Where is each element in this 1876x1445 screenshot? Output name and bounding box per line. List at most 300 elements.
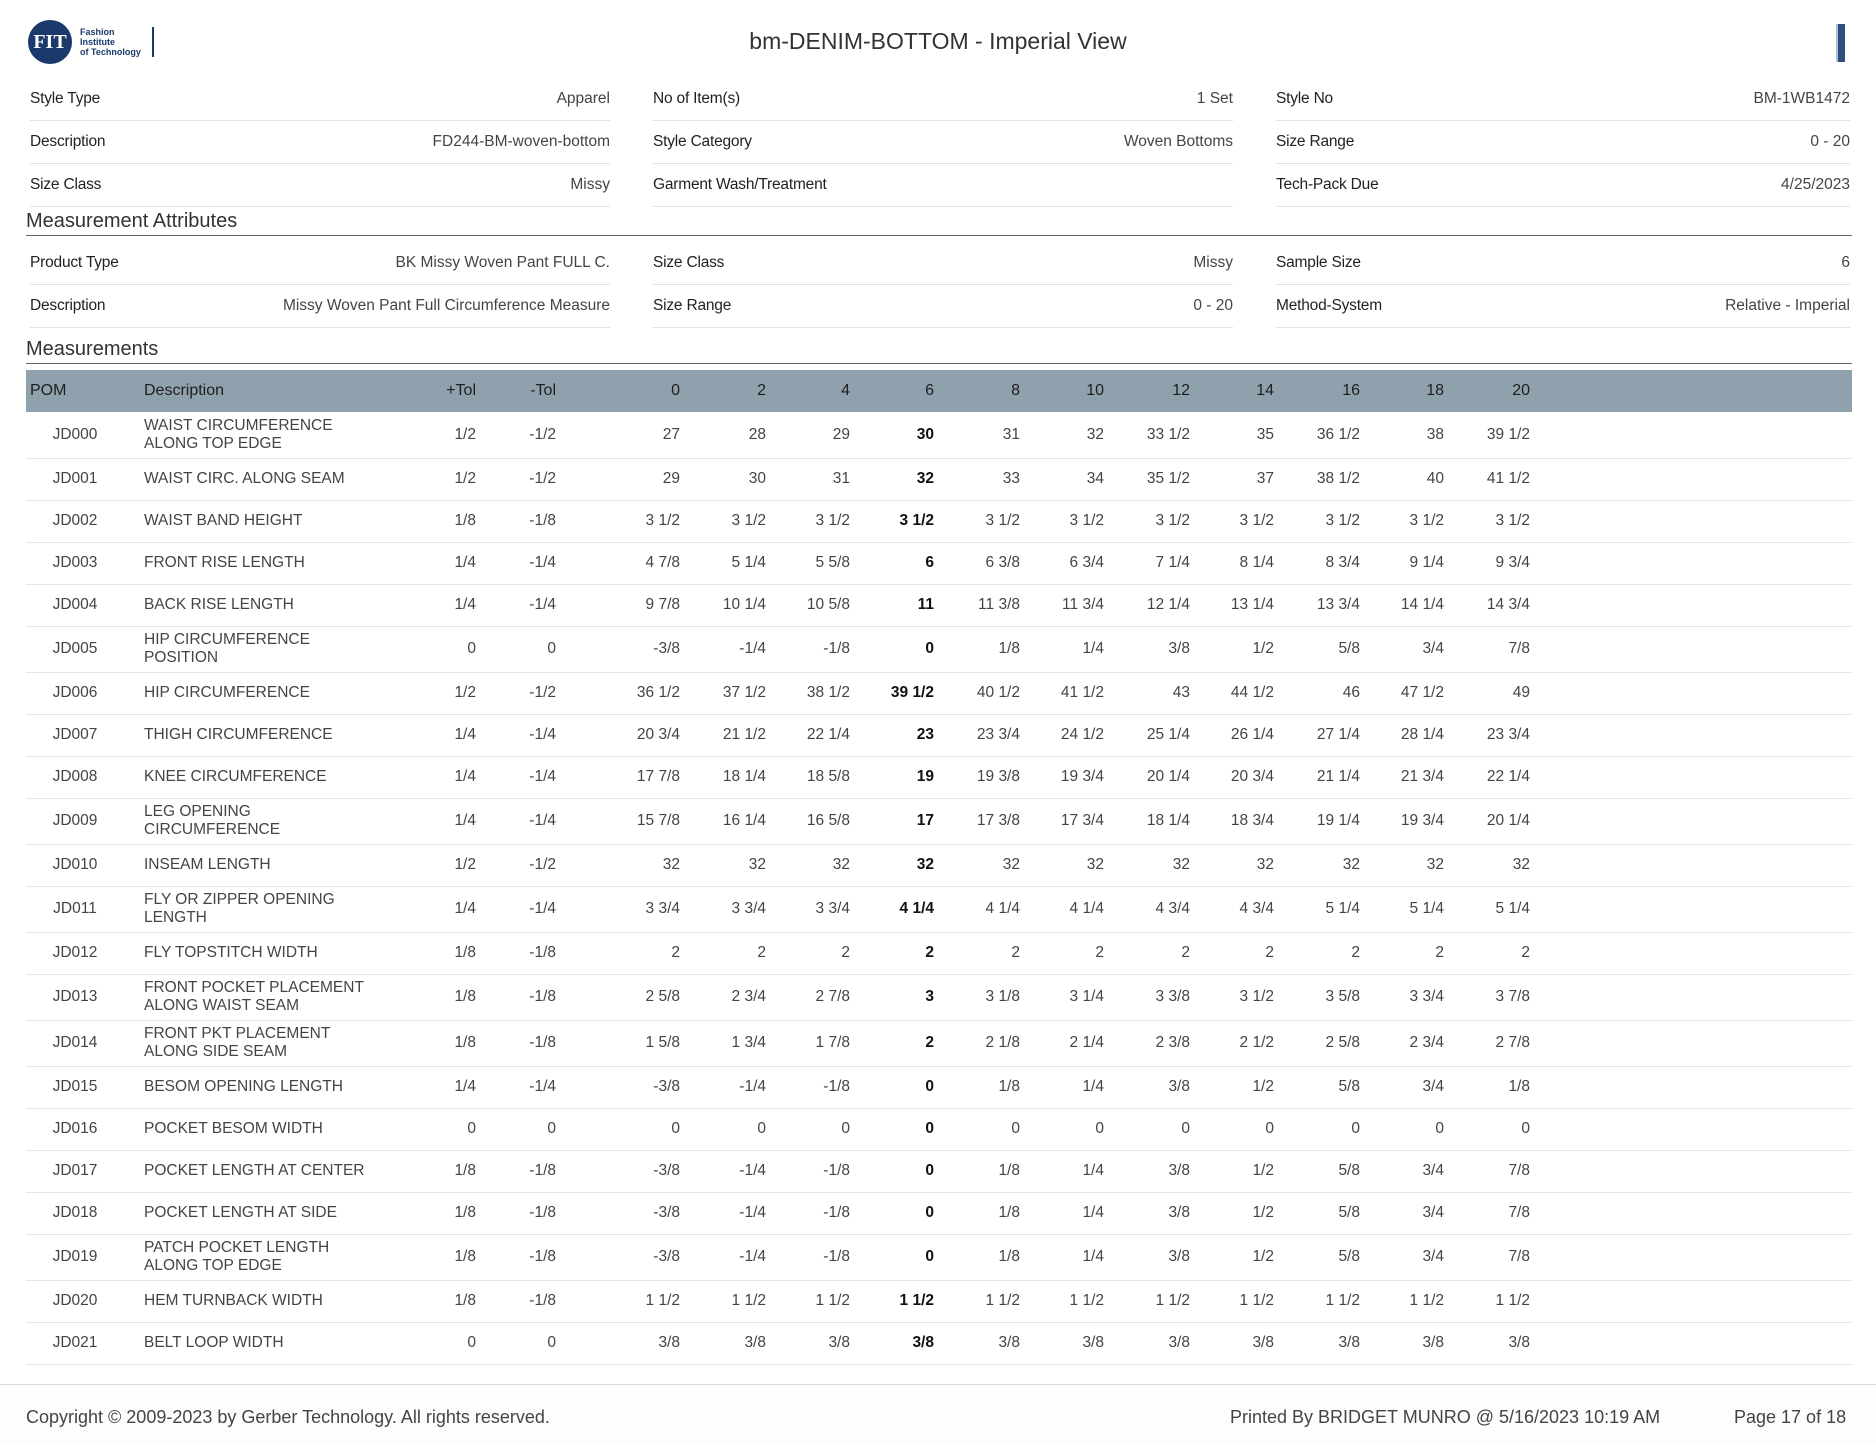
field-label: Size Range [653, 297, 732, 314]
size-value: 2 [1435, 944, 1444, 961]
column-header[interactable]: POM [30, 382, 67, 399]
description-lines [144, 470, 345, 488]
table-row [26, 1020, 1852, 1067]
size-value: 0 [1181, 1120, 1190, 1137]
size-value: 3 3/4 [1409, 988, 1444, 1005]
size-value: 3 7/8 [1495, 988, 1530, 1005]
pom-code: JD010 [52, 856, 98, 873]
table-row [26, 714, 1852, 757]
pom-code: JD017 [52, 1162, 98, 1179]
field-label: No of Item(s) [653, 90, 740, 107]
sample-size-value: 3 [925, 988, 934, 1005]
size-value: 8 3/4 [1325, 554, 1360, 571]
size-value: 5 1/4 [1495, 900, 1530, 917]
column-header[interactable]: 0 [671, 382, 680, 399]
size-value: 17 7/8 [636, 768, 680, 785]
size-value: 2 [671, 944, 680, 961]
minus-tolerance: -1/4 [529, 726, 556, 743]
pom-description [144, 1192, 404, 1234]
table-row [26, 1066, 1852, 1109]
pom-description [144, 886, 404, 932]
pom-code: JD012 [52, 944, 98, 961]
printed-by: Printed By BRIDGET MUNRO @ 5/16/2023 10:19 AM [1230, 1407, 1661, 1427]
size-value: 14 1/4 [1400, 596, 1444, 613]
minus-tolerance: 0 [547, 640, 556, 657]
size-value: 32 [1426, 856, 1444, 873]
column-header[interactable]: 10 [1086, 382, 1104, 399]
table-row [26, 886, 1852, 933]
size-value: 0 [1521, 1120, 1530, 1137]
size-value: 7/8 [1508, 1204, 1530, 1221]
info-cell [1276, 285, 1850, 328]
pom-code: JD015 [52, 1078, 98, 1095]
column-header[interactable]: 4 [841, 382, 850, 399]
description-line: HEM TURNBACK WIDTH [144, 1292, 323, 1309]
description-line: BACK RISE LENGTH [144, 596, 294, 613]
sample-size-value: 0 [925, 640, 934, 657]
size-value: 20 3/4 [1230, 768, 1274, 785]
pom-description [144, 1234, 404, 1280]
size-value: 7/8 [1508, 640, 1530, 657]
description-line: FRONT POCKET PLACEMENT [144, 979, 364, 996]
size-value: 2 1/2 [1239, 1034, 1274, 1051]
size-value: 0 [1435, 1120, 1444, 1137]
size-value: 1 3/4 [731, 1034, 766, 1051]
plus-tolerance: 1/8 [454, 1204, 476, 1221]
size-value: 5/8 [1338, 1204, 1360, 1221]
size-value: 15 7/8 [636, 812, 680, 829]
info-cell [653, 78, 1233, 121]
size-value: 5/8 [1338, 1078, 1360, 1095]
size-value: 33 [1002, 470, 1020, 487]
plus-tolerance: 1/8 [454, 988, 476, 1005]
description-line: WAIST CIRC. ALONG SEAM [144, 470, 345, 487]
size-value: 35 [1256, 426, 1274, 443]
size-value: 3/8 [1168, 1162, 1190, 1179]
size-value: 2 [1095, 944, 1104, 961]
table-row [26, 974, 1852, 1021]
size-value: 1/8 [998, 1204, 1020, 1221]
size-value: 3/8 [1508, 1334, 1530, 1351]
size-value: -1/8 [823, 1248, 850, 1265]
size-value: 40 [1426, 470, 1444, 487]
size-value: 1 1/2 [1409, 1292, 1444, 1309]
size-value: 1 1/2 [1495, 1292, 1530, 1309]
column-header[interactable]: +Tol [446, 382, 476, 399]
plus-tolerance: 1/8 [454, 1034, 476, 1051]
pom-description [144, 844, 404, 886]
size-value: 6 3/4 [1069, 554, 1104, 571]
info-cell [1276, 78, 1850, 121]
copyright-text: Copyright © 2009-2023 by Gerber Technology. All rights reserved. [26, 1407, 550, 1427]
size-value: 3/8 [1168, 640, 1190, 657]
size-value: 5 1/4 [1325, 900, 1360, 917]
size-value: 43 [1172, 684, 1190, 701]
size-value: 32 [832, 856, 850, 873]
size-value: 3 1/2 [1239, 512, 1274, 529]
size-value: 1 1/2 [1239, 1292, 1274, 1309]
pom-description [144, 756, 404, 798]
size-value: 1/2 [1252, 1204, 1274, 1221]
pom-description [144, 584, 404, 626]
size-value: 32 [1002, 856, 1020, 873]
size-value: 36 1/2 [1316, 426, 1360, 443]
size-value: 19 3/8 [976, 768, 1020, 785]
pom-code: JD019 [52, 1248, 98, 1265]
size-value: 3 3/8 [1155, 988, 1190, 1005]
size-value: 2 [1011, 944, 1020, 961]
plus-tolerance: 1/4 [454, 554, 476, 571]
size-value: 2 1/4 [1069, 1034, 1104, 1051]
field-label: Method-System [1276, 297, 1382, 314]
column-header[interactable]: 16 [1342, 382, 1360, 399]
plus-tolerance: 1/2 [454, 470, 476, 487]
size-value: 1 1/2 [645, 1292, 680, 1309]
sample-size-value: 0 [925, 1248, 934, 1265]
size-value: 3/4 [1422, 640, 1444, 657]
size-value: 31 [832, 470, 850, 487]
field-value: 0 - 20 [1193, 297, 1233, 314]
plus-tolerance: 0 [467, 640, 476, 657]
info-cell [1276, 242, 1850, 285]
field-value: Missy [570, 176, 610, 193]
minus-tolerance: -1/4 [529, 812, 556, 829]
size-value: 28 1/4 [1400, 726, 1444, 743]
size-value: 3/4 [1422, 1078, 1444, 1095]
description-line: FLY OR ZIPPER OPENING [144, 891, 335, 908]
table-row [26, 584, 1852, 627]
pom-code: JD007 [52, 726, 98, 743]
info-cell [653, 121, 1233, 164]
size-value: 39 1/2 [1486, 426, 1530, 443]
pom-description [144, 1108, 404, 1150]
pom-description [144, 974, 404, 1020]
pom-code: JD005 [52, 640, 98, 657]
size-value: 3 1/2 [1325, 512, 1360, 529]
size-value: 1/2 [1252, 640, 1274, 657]
sample-size-value: 17 [916, 812, 934, 829]
size-value: 1 1/2 [1069, 1292, 1104, 1309]
size-value: 3 1/8 [985, 988, 1020, 1005]
size-value: 2 7/8 [815, 988, 850, 1005]
size-value: 2 [1521, 944, 1530, 961]
size-value: 25 1/4 [1146, 726, 1190, 743]
size-value: 24 1/2 [1060, 726, 1104, 743]
column-header[interactable]: 8 [1011, 382, 1020, 399]
size-value: 3/8 [1252, 1334, 1274, 1351]
column-header[interactable]: 20 [1512, 382, 1530, 399]
size-value: 41 1/2 [1060, 684, 1104, 701]
size-value: 3/8 [1168, 1078, 1190, 1095]
description-lines [144, 726, 333, 744]
size-value: 17 3/4 [1060, 812, 1104, 829]
size-value: 3 1/2 [1409, 512, 1444, 529]
size-value: 16 1/4 [722, 812, 766, 829]
description-line: POSITION [144, 649, 219, 666]
pom-description [144, 672, 404, 714]
sample-size-value: 3/8 [912, 1334, 934, 1351]
description-line: FRONT PKT PLACEMENT [144, 1025, 331, 1042]
pom-code: JD002 [52, 512, 98, 529]
size-value: 3/4 [1422, 1162, 1444, 1179]
description-line: ALONG TOP EDGE [144, 1257, 282, 1274]
size-value: 30 [748, 470, 766, 487]
plus-tolerance: 1/4 [454, 596, 476, 613]
minus-tolerance: 0 [547, 1334, 556, 1351]
description-lines [144, 596, 294, 614]
sample-size-value: 0 [925, 1120, 934, 1137]
field-label: Style No [1276, 90, 1333, 107]
size-value: 36 1/2 [636, 684, 680, 701]
size-value: 1/8 [998, 640, 1020, 657]
plus-tolerance: 1/4 [454, 768, 476, 785]
table-row [26, 458, 1852, 501]
size-value: 38 [1426, 426, 1444, 443]
size-value: 3/8 [744, 1334, 766, 1351]
field-value: BK Missy Woven Pant FULL C. [395, 254, 610, 271]
minus-tolerance: -1/4 [529, 596, 556, 613]
info-row [26, 285, 1852, 327]
pom-description [144, 500, 404, 542]
logo-line1: Fashion Institute [80, 27, 115, 47]
description-lines [144, 1204, 337, 1222]
plus-tolerance: 1/4 [454, 1078, 476, 1095]
size-value: 19 3/4 [1400, 812, 1444, 829]
pom-code: JD004 [52, 596, 98, 613]
size-value: 1 7/8 [815, 1034, 850, 1051]
plus-tolerance: 1/8 [454, 1162, 476, 1179]
size-value: 3/8 [1338, 1334, 1360, 1351]
field-value: 6 [1841, 254, 1850, 271]
info-cell [653, 164, 1233, 207]
size-value: 32 [1172, 856, 1190, 873]
size-value: 2 [757, 944, 766, 961]
description-lines [144, 768, 327, 786]
size-value: 5 1/4 [731, 554, 766, 571]
description-line: WAIST CIRCUMFERENCE [144, 417, 333, 434]
size-value: 0 [757, 1120, 766, 1137]
table-row [26, 1280, 1852, 1323]
plus-tolerance: 1/8 [454, 944, 476, 961]
sample-size-value: 30 [916, 426, 934, 443]
size-value: 22 1/4 [806, 726, 850, 743]
sample-size-value: 2 [925, 944, 934, 961]
pom-description [144, 412, 404, 458]
size-value: 3/8 [1168, 1334, 1190, 1351]
description-line: CIRCUMFERENCE [144, 821, 281, 838]
description-lines [144, 979, 364, 1015]
table-row [26, 412, 1852, 459]
minus-tolerance: -1/8 [529, 512, 556, 529]
minus-tolerance: -1/4 [529, 554, 556, 571]
minus-tolerance: -1/4 [529, 1078, 556, 1095]
info-cell [653, 242, 1233, 285]
size-value: 7 1/4 [1155, 554, 1190, 571]
size-value: 7/8 [1508, 1162, 1530, 1179]
size-value: 1/4 [1082, 1078, 1104, 1095]
size-value: 10 5/8 [806, 596, 850, 613]
minus-tolerance: -1/2 [529, 856, 556, 873]
size-value: 4 1/4 [1069, 900, 1104, 917]
size-value: 3 1/2 [1069, 512, 1104, 529]
description-line: ALONG WAIST SEAM [144, 997, 300, 1014]
pom-code: JD020 [52, 1292, 98, 1309]
column-header[interactable]: Description [144, 382, 225, 399]
size-value: 40 1/2 [976, 684, 1020, 701]
description-lines [144, 1239, 329, 1275]
sample-size-value: 39 1/2 [890, 684, 934, 701]
size-value: 5/8 [1338, 640, 1360, 657]
pom-code: JD011 [53, 900, 97, 917]
column-header[interactable]: 18 [1426, 382, 1444, 399]
info-cell [1276, 164, 1850, 207]
description-line: PATCH POCKET LENGTH [144, 1239, 330, 1256]
info-cell [1276, 121, 1850, 164]
size-value: 34 [1086, 470, 1104, 487]
column-header[interactable]: 12 [1172, 382, 1190, 399]
size-value: 1/8 [998, 1078, 1020, 1095]
size-value: -1/4 [739, 1204, 766, 1221]
size-value: -3/8 [653, 1078, 680, 1095]
minus-tolerance: -1/2 [529, 470, 556, 487]
pom-code: JD009 [52, 812, 98, 829]
sample-size-value: 0 [925, 1162, 934, 1179]
size-value: -1/8 [823, 1078, 850, 1095]
size-value: 3 1/2 [985, 512, 1020, 529]
size-value: 3/8 [1422, 1334, 1444, 1351]
size-value: 27 1/4 [1316, 726, 1360, 743]
minus-tolerance: -1/2 [529, 426, 556, 443]
pom-description [144, 1280, 404, 1322]
info-cell [653, 285, 1233, 328]
table-row [26, 542, 1852, 585]
field-label: Size Range [1276, 133, 1355, 150]
description-lines [144, 944, 318, 962]
size-value: 21 3/4 [1400, 768, 1444, 785]
size-value: 1 5/8 [645, 1034, 680, 1051]
size-value: 47 1/2 [1400, 684, 1444, 701]
field-value: 4/25/2023 [1781, 176, 1850, 193]
plus-tolerance: 1/2 [454, 856, 476, 873]
size-value: 0 [671, 1120, 680, 1137]
description-line: HIP CIRCUMFERENCE [144, 631, 310, 648]
size-value: 3 1/2 [815, 512, 850, 529]
plus-tolerance: 1/4 [454, 812, 476, 829]
sample-size-value: 2 [925, 1034, 934, 1051]
sample-size-value: 0 [925, 1078, 934, 1095]
size-value: 2 [1181, 944, 1190, 961]
size-value: 2 [1351, 944, 1360, 961]
size-value: 3/8 [1168, 1248, 1190, 1265]
description-lines [144, 1292, 323, 1310]
sample-size-value: 4 1/4 [899, 900, 934, 917]
size-value: -1/8 [823, 1204, 850, 1221]
pom-code: JD003 [52, 554, 98, 571]
size-value: 49 [1512, 684, 1530, 701]
plus-tolerance: 1/2 [454, 684, 476, 701]
info-row [26, 78, 1852, 120]
minus-tolerance: 0 [547, 1120, 556, 1137]
minus-tolerance: -1/8 [529, 988, 556, 1005]
size-value: -1/4 [739, 1078, 766, 1095]
size-value: 19 3/4 [1060, 768, 1104, 785]
size-value: 1 1/2 [731, 1292, 766, 1309]
table-row [26, 1322, 1852, 1365]
description-line: LENGTH [144, 909, 207, 926]
size-value: 20 1/4 [1486, 812, 1530, 829]
field-label: Garment Wash/Treatment [653, 176, 827, 193]
page-title-wrap [0, 28, 1876, 55]
table-header [26, 370, 1852, 412]
info-cell [30, 78, 610, 121]
field-label: Size Class [653, 254, 725, 271]
minus-tolerance: -1/8 [529, 1162, 556, 1179]
field-label: Tech-Pack Due [1276, 176, 1379, 193]
pom-code: JD014 [52, 1034, 98, 1051]
size-value: 1/4 [1082, 640, 1104, 657]
table-row [26, 500, 1852, 543]
table-row [26, 1150, 1852, 1193]
size-value: 5/8 [1338, 1162, 1360, 1179]
column-header[interactable]: -Tol [530, 382, 556, 399]
sample-size-value: 0 [925, 1204, 934, 1221]
minus-tolerance: -1/8 [529, 1204, 556, 1221]
description-line: KNEE CIRCUMFERENCE [144, 768, 327, 785]
table-row [26, 844, 1852, 887]
field-value: 0 - 20 [1810, 133, 1850, 150]
size-value: -1/8 [823, 1162, 850, 1179]
measurements-heading: Measurements [26, 338, 1852, 364]
size-value: 29 [832, 426, 850, 443]
column-header[interactable]: 14 [1256, 382, 1274, 399]
logo-line2: of Technology [80, 47, 141, 57]
description-lines [144, 856, 271, 874]
size-value: 3 3/4 [731, 900, 766, 917]
logo-badge: FIT [28, 20, 72, 64]
description-line: FLY TOPSTITCH WIDTH [144, 944, 318, 961]
size-value: 14 3/4 [1486, 596, 1530, 613]
column-header[interactable]: 6 [925, 382, 934, 399]
pom-code: JD013 [52, 988, 98, 1005]
size-value: 19 1/4 [1316, 812, 1360, 829]
page-footer [0, 1384, 1876, 1445]
description-lines [144, 1078, 343, 1096]
page-title: bm-DENIM-BOTTOM - Imperial View [749, 28, 1127, 54]
description-line: BESOM OPENING LENGTH [144, 1078, 343, 1095]
description-line: INSEAM LENGTH [144, 856, 271, 873]
size-value: 2 7/8 [1495, 1034, 1530, 1051]
size-value: 32 [748, 856, 766, 873]
size-value: 21 1/2 [722, 726, 766, 743]
size-value: 11 3/4 [1062, 596, 1104, 613]
column-header[interactable]: 2 [757, 382, 766, 399]
size-value: 2 3/4 [1409, 1034, 1444, 1051]
description-lines [144, 631, 310, 667]
pom-code: JD008 [52, 768, 98, 785]
pom-description [144, 1020, 404, 1066]
field-label: Description [30, 297, 106, 314]
size-value: 0 [1351, 1120, 1360, 1137]
minus-tolerance: -1/8 [529, 1034, 556, 1051]
field-label: Style Type [30, 90, 101, 107]
info-cell [30, 164, 610, 207]
size-value: 31 [1002, 426, 1020, 443]
plus-tolerance: 1/8 [454, 1292, 476, 1309]
field-value: Missy [1193, 254, 1233, 271]
size-value: -3/8 [653, 1248, 680, 1265]
size-value: 33 1/2 [1146, 426, 1190, 443]
field-label: Size Class [30, 176, 102, 193]
